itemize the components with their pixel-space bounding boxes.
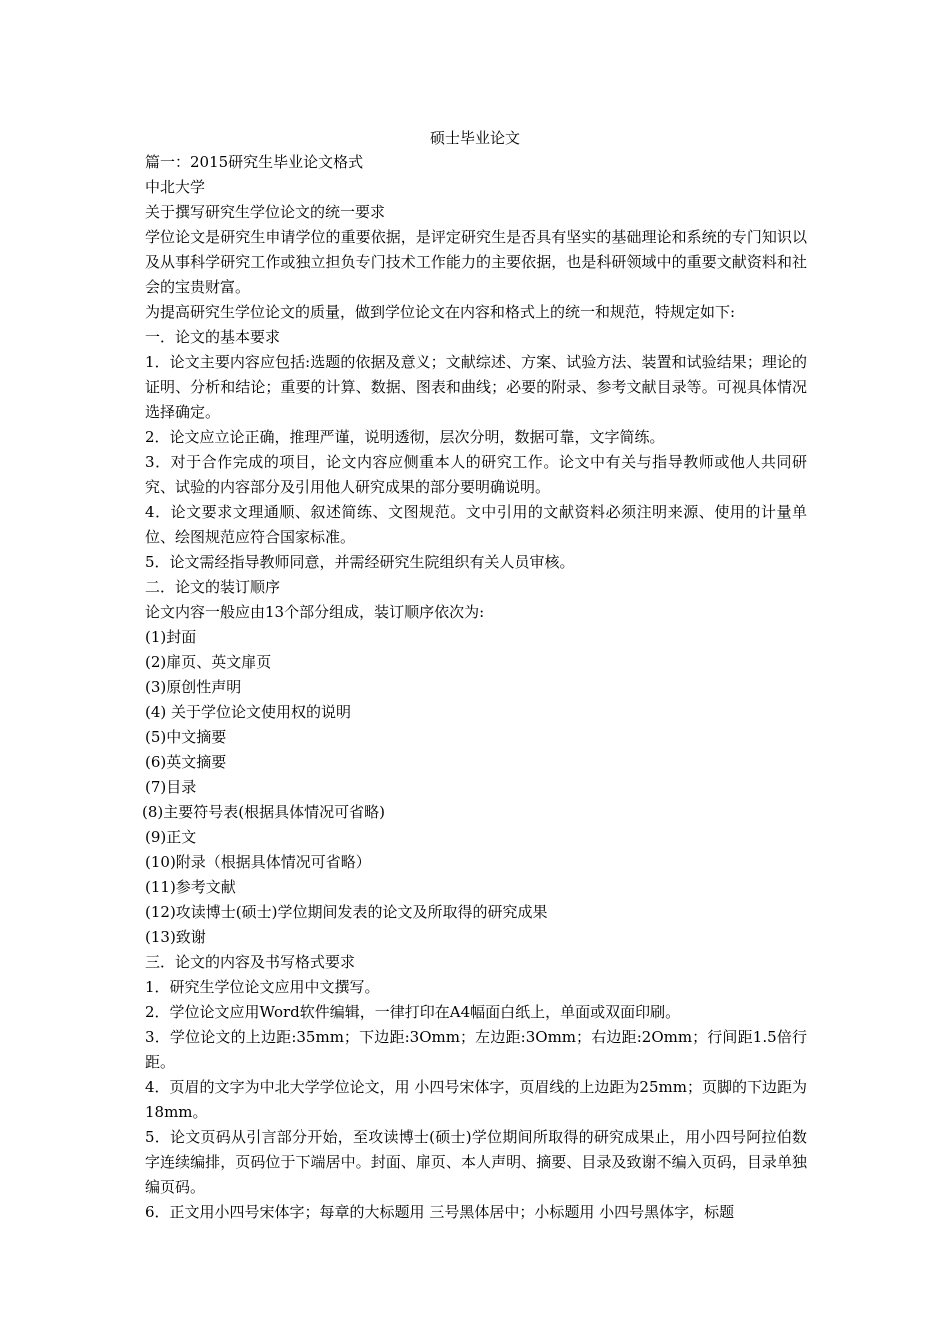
binding-order-item: (5)中文摘要 — [145, 728, 227, 746]
binding-order-item: (7)目录 — [145, 778, 197, 796]
intro-paragraph-2: 为提高研究生学位论文的质量，做到学位论文在内容和格式上的统一和规范，特规定如下: — [145, 303, 736, 321]
section-heading-1: 一．论文的基本要求 — [145, 328, 281, 346]
binding-order-item: (13)致谢 — [145, 928, 206, 946]
requirement-item: 1．论文主要内容应包括:选题的依据及意义；文献综述、方案、试验方法、装置和试验结果；理论的证明、分析和结论；重要的计算、数据、图表和曲线；必要的附录、参考文献目录等。可视具体情况选择确定。 — [145, 353, 807, 421]
binding-order-item: (9)正文 — [145, 828, 197, 846]
section-heading-2: 二．论文的装订顺序 — [145, 578, 281, 596]
binding-order-item: (10)附录（根据具体情况可省略） — [145, 853, 371, 871]
binding-order-item: (2)扉页、英文扉页 — [145, 653, 272, 671]
regulation-title: 关于撰写研究生学位论文的统一要求 — [145, 203, 386, 221]
article-heading: 篇一：2015研究生毕业论文格式 — [145, 153, 364, 171]
binding-order-intro: 论文内容一般应由13个部分组成，装订顺序依次为: — [145, 603, 485, 621]
document-title: 硕士毕业论文 — [429, 129, 520, 147]
requirement-item: 4．论文要求文理通顺、叙述简练、文图规范。文中引用的文献资料必须注明来源、使用的计量单位、绘图规范应符合国家标准。 — [145, 503, 807, 546]
binding-order-item: (11)参考文献 — [145, 878, 236, 896]
requirement-item: 5．论文需经指导教师同意，并需经研究生院组织有关人员审核。 — [145, 553, 575, 571]
format-item: 6．正文用小四号宋体字；每章的大标题用 三号黑体居中；小标题用 小四号黑体字，标题 — [145, 1203, 735, 1221]
binding-order-item: (1)封面 — [145, 628, 197, 646]
format-item: 4．页眉的文字为中北大学学位论文，用 小四号宋体字，页眉线的上边距为25mm；页脚的下边距为18mm。 — [145, 1078, 807, 1121]
university-name: 中北大学 — [145, 178, 206, 196]
binding-order-item: (12)攻读博士(硕士)学位期间发表的论文及所取得的研究成果 — [145, 903, 548, 921]
format-item: 5．论文页码从引言部分开始，至攻读博士(硕士)学位期间所取得的研究成果止，用小四号阿拉伯数字连续编排，页码位于下端居中。封面、扉页、本人声明、摘要、目录及致谢不编入页码，目录单独编页码。 — [145, 1128, 807, 1196]
binding-order-item: (4) 关于学位论文使用权的说明 — [145, 703, 352, 721]
format-item: 1．研究生学位论文应用中文撰写。 — [145, 978, 380, 996]
requirement-item: 2．论文应立论正确，推理严谨，说明透彻，层次分明，数据可靠，文字简练。 — [145, 428, 665, 446]
document-body — [142, 150, 807, 1225]
binding-order-item: (6)英文摘要 — [145, 753, 227, 771]
format-item: 2．学位论文应用Word软件编辑，一律打印在A4幅面白纸上，单面或双面印刷。 — [145, 1003, 681, 1021]
requirement-item: 3．对于合作完成的项目，论文内容应侧重本人的研究工作。论文中有关与指导教师或他人共同研究、试验的内容部分及引用他人研究成果的部分要明确说明。 — [145, 453, 807, 496]
binding-order-item: (8)主要符号表(根据具体情况可省略) — [142, 803, 385, 821]
section-heading-3: 三．论文的内容及书写格式要求 — [145, 953, 356, 971]
intro-paragraph: 学位论文是研究生申请学位的重要依据，是评定研究生是否具有坚实的基础理论和系统的专门知识以及从事科学研究工作或独立担负专门技术工作能力的主要依据，也是科研领域中的重要文献资料和社会的宝贵财富。 — [145, 228, 807, 296]
binding-order-item: (3)原创性声明 — [145, 678, 242, 696]
format-item: 3．学位论文的上边距:35mm；下边距:3Omm；左边距:3Omm；右边距:2Omm；行间距1.5倍行距。 — [145, 1028, 807, 1071]
